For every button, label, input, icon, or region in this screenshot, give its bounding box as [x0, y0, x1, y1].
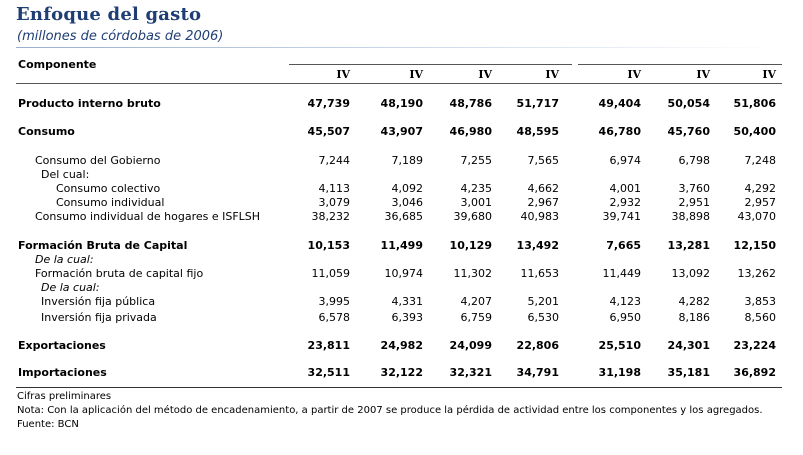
cell-value: 6,974 [609, 154, 641, 167]
table-row [0, 196, 803, 210]
header-rule-right [578, 64, 782, 65]
cell-value: 40,983 [520, 210, 559, 223]
cell-value: 48,190 [380, 97, 423, 110]
cell-value: 8,186 [678, 311, 710, 324]
row-label: Consumo colectivo [56, 182, 161, 195]
cell-value: 4,282 [678, 295, 710, 308]
cell-value: 24,301 [667, 339, 710, 352]
cell-value: 47,739 [307, 97, 350, 110]
cell-value: 50,400 [733, 125, 776, 138]
row-label: De la cual: [35, 253, 94, 266]
cell-value: 7,248 [744, 154, 776, 167]
quarter-header: IV [409, 68, 423, 81]
cell-value: 6,393 [391, 311, 423, 324]
table-row [0, 97, 803, 111]
row-label: Consumo del Gobierno [35, 154, 161, 167]
cell-value: 35,181 [667, 366, 710, 379]
cell-value: 10,153 [307, 239, 350, 252]
cell-value: 3,995 [318, 295, 350, 308]
cell-value: 12,150 [733, 239, 776, 252]
row-label: Inversión fija privada [41, 311, 157, 324]
table-row [0, 168, 803, 182]
title-divider [16, 47, 782, 48]
cell-value: 38,898 [671, 210, 710, 223]
table-bottom-rule [16, 387, 782, 388]
cell-value: 48,595 [516, 125, 559, 138]
cell-value: 31,198 [598, 366, 641, 379]
table-row [0, 281, 803, 295]
cell-value: 7,244 [318, 154, 350, 167]
cell-value: 6,950 [609, 311, 641, 324]
table-row [0, 339, 803, 353]
cell-value: 11,302 [453, 267, 492, 280]
footnote-source: Fuente: BCN [17, 419, 79, 430]
quarter-header: IV [762, 68, 776, 81]
cell-value: 13,492 [516, 239, 559, 252]
cell-value: 46,780 [598, 125, 641, 138]
table-title: Enfoque del gasto [16, 4, 202, 25]
row-label: Del cual: [41, 168, 90, 181]
cell-value: 36,685 [384, 210, 423, 223]
cell-value: 43,070 [737, 210, 776, 223]
cell-value: 2,967 [527, 196, 559, 209]
cell-value: 4,292 [744, 182, 776, 195]
table-row [0, 366, 803, 380]
cell-value: 36,892 [733, 366, 776, 379]
cell-value: 38,232 [311, 210, 350, 223]
cell-value: 13,262 [737, 267, 776, 280]
cell-value: 6,759 [460, 311, 492, 324]
table-row [0, 210, 803, 224]
cell-value: 45,760 [667, 125, 710, 138]
cell-value: 51,717 [516, 97, 559, 110]
cell-value: 45,507 [307, 125, 350, 138]
cell-value: 50,054 [667, 97, 710, 110]
cell-value: 32,511 [307, 366, 350, 379]
component-column-header: Componente [18, 58, 97, 71]
cell-value: 5,201 [527, 295, 559, 308]
cell-value: 11,059 [311, 267, 350, 280]
row-label: Consumo individual de hogares e ISFLSH [35, 210, 261, 223]
table-row [0, 253, 803, 267]
cell-value: 7,565 [527, 154, 559, 167]
row-label: Producto interno bruto [18, 97, 161, 110]
table-subtitle: (millones de córdobas de 2006) [17, 29, 224, 44]
row-label: Consumo individual [56, 196, 165, 209]
cell-value: 3,001 [460, 196, 492, 209]
header-rule-bottom [16, 83, 782, 84]
cell-value: 11,653 [520, 267, 559, 280]
cell-value: 24,099 [449, 339, 492, 352]
cell-value: 8,560 [744, 311, 776, 324]
cell-value: 49,404 [598, 97, 641, 110]
cell-value: 4,001 [609, 182, 641, 195]
cell-value: 11,449 [602, 267, 641, 280]
footnote-preliminary: Cifras preliminares [17, 391, 112, 402]
cell-value: 4,662 [527, 182, 559, 195]
cell-value: 3,760 [678, 182, 710, 195]
cell-value: 7,189 [391, 154, 423, 167]
row-label: Importaciones [18, 366, 107, 379]
cell-value: 32,321 [449, 366, 492, 379]
cell-value: 51,806 [733, 97, 776, 110]
table-row [0, 125, 803, 139]
cell-value: 7,255 [460, 154, 492, 167]
cell-value: 2,951 [678, 196, 710, 209]
cell-value: 11,499 [380, 239, 423, 252]
cell-value: 46,980 [449, 125, 492, 138]
cell-value: 39,741 [602, 210, 641, 223]
cell-value: 3,079 [318, 196, 350, 209]
cell-value: 43,907 [380, 125, 423, 138]
cell-value: 10,974 [384, 267, 423, 280]
row-label: Exportaciones [18, 339, 106, 352]
cell-value: 24,982 [380, 339, 423, 352]
quarter-header: IV [696, 68, 710, 81]
table-row [0, 182, 803, 196]
cell-value: 3,046 [391, 196, 423, 209]
quarter-header: IV [478, 68, 492, 81]
quarter-header: IV [627, 68, 641, 81]
cell-value: 23,811 [307, 339, 350, 352]
header-rule-left [289, 64, 572, 65]
quarter-header: IV [336, 68, 350, 81]
cell-value: 4,113 [318, 182, 350, 195]
row-label: Consumo [18, 125, 75, 138]
cell-value: 13,281 [667, 239, 710, 252]
cell-value: 6,578 [318, 311, 350, 324]
cell-value: 22,806 [516, 339, 559, 352]
quarter-header: IV [545, 68, 559, 81]
table-row [0, 239, 803, 253]
table-row [0, 295, 803, 309]
cell-value: 4,092 [391, 182, 423, 195]
cell-value: 6,798 [678, 154, 710, 167]
cell-value: 39,680 [453, 210, 492, 223]
table-row [0, 267, 803, 281]
row-label: Inversión fija pública [41, 295, 156, 308]
cell-value: 3,853 [744, 295, 776, 308]
cell-value: 10,129 [449, 239, 492, 252]
cell-value: 23,224 [733, 339, 776, 352]
cell-value: 48,786 [449, 97, 492, 110]
row-label: De la cual: [41, 281, 100, 294]
table-row [0, 154, 803, 168]
cell-value: 7,665 [606, 239, 641, 252]
cell-value: 2,957 [744, 196, 776, 209]
cell-value: 6,530 [527, 311, 559, 324]
table-row [0, 311, 803, 325]
cell-value: 4,235 [460, 182, 492, 195]
cell-value: 4,331 [391, 295, 423, 308]
cell-value: 32,122 [380, 366, 423, 379]
cell-value: 4,123 [609, 295, 641, 308]
row-label: Formación Bruta de Capital [18, 239, 188, 252]
cell-value: 4,207 [460, 295, 492, 308]
cell-value: 2,932 [609, 196, 641, 209]
row-label: Formación bruta de capital fijo [35, 267, 204, 280]
cell-value: 13,092 [671, 267, 710, 280]
cell-value: 34,791 [516, 366, 559, 379]
footnote-note: Nota: Con la aplicación del método de encadenamiento, a partir de 2007 se produce la pérdida de actividad entre los componentes y los agregados. [17, 405, 763, 416]
cell-value: 25,510 [598, 339, 641, 352]
